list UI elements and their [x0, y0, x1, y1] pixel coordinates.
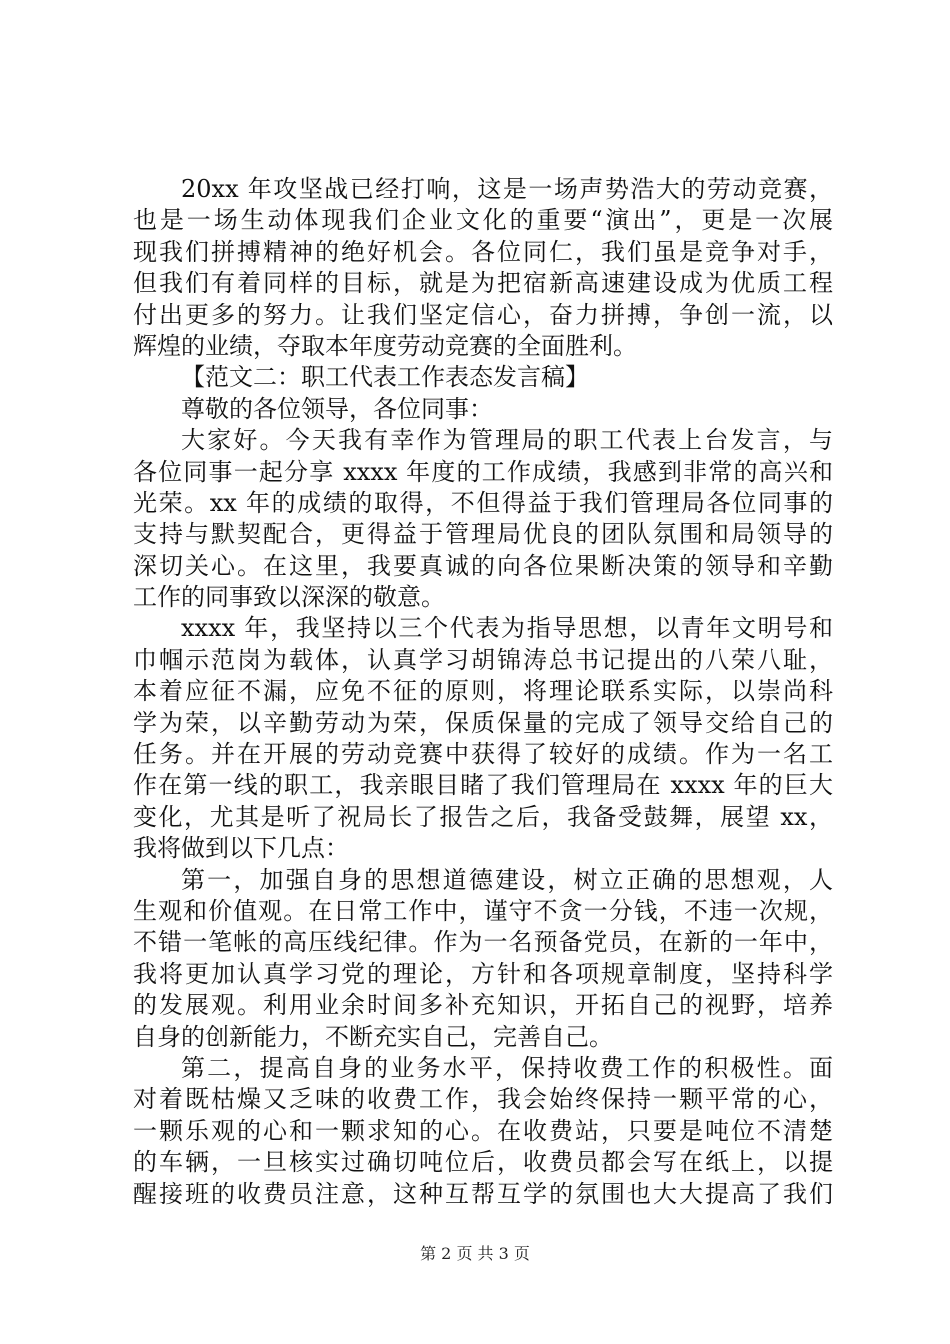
text-line: 付出更多的努力。让我们坚定信心，奋力拼搏，争创一流，以	[133, 300, 833, 329]
text-line: 本着应征不漏，应免不征的原则，将理论联系实际，以崇尚科	[133, 677, 833, 706]
text-line: 光荣。xx 年的成绩的取得，不但得益于我们管理局各位同事的	[133, 488, 833, 517]
text-line: 我将做到以下几点：	[133, 834, 349, 863]
text-line: 20xx 年攻坚战已经打响，这是一场声势浩大的劳动竞赛，	[181, 175, 833, 203]
text-line: 尊敬的各位领导，各位同事：	[181, 394, 493, 423]
text-line: 学为荣，以辛勤劳动为荣，保质保量的完成了领导交给自己的	[133, 708, 833, 737]
text-line: 工作的同事致以深深的敬意。	[133, 583, 445, 612]
text-line: 我将更加认真学习党的理论，方针和各项规章制度，坚持科学	[133, 959, 833, 988]
text-line: 醒接班的收费员注意，这种互帮互学的氛围也大大提高了我们	[133, 1179, 833, 1208]
text-line: xxxx 年，我坚持以三个代表为指导思想，以青年文明号和	[181, 614, 833, 643]
text-line: 变化，尤其是听了祝局长了报告之后，我备受鼓舞，展望 xx，	[133, 802, 833, 831]
text-line: 【范文二：职工代表工作表态发言稿】	[181, 363, 589, 392]
document-body	[133, 174, 833, 1210]
text-line: 第二，提高自身的业务水平，保持收费工作的积极性。面	[181, 1053, 833, 1082]
text-line: 作在第一线的职工，我亲眼目睹了我们管理局在 xxxx 年的巨大	[133, 771, 833, 800]
text-line: 辉煌的业绩，夺取本年度劳动竞赛的全面胜利。	[133, 331, 637, 360]
text-line: 一颗乐观的心和一颗求知的心。在收费站，只要是吨位不清楚	[133, 1116, 833, 1145]
text-line: 也是一场生动体现我们企业文化的重要“演出”，更是一次展	[133, 206, 833, 235]
text-line: 但我们有着同样的目标，就是为把宿新高速建设成为优质工程	[133, 269, 833, 298]
text-line: 巾帼示范岗为载体，认真学习胡锦涛总书记提出的八荣八耻，	[133, 645, 833, 674]
text-line: 各位同事一起分享 xxxx 年度的工作成绩，我感到非常的高兴和	[133, 457, 833, 486]
text-line: 任务。并在开展的劳动竞赛中获得了较好的成绩。作为一名工	[133, 740, 833, 769]
text-line: 现我们拼搏精神的绝好机会。各位同仁，我们虽是竞争对手，	[133, 237, 833, 266]
text-line: 的车辆，一旦核实过确切吨位后，收费员都会写在纸上，以提	[133, 1148, 833, 1177]
text-line: 第一，加强自身的思想道德建设，树立正确的思想观，人	[181, 865, 833, 894]
text-line: 支持与默契配合，更得益于管理局优良的团队氛围和局领导的	[133, 520, 833, 549]
text-line: 自身的创新能力，不断充实自己，完善自己。	[133, 1022, 613, 1051]
text-line: 生观和价值观。在日常工作中，谨守不贪一分钱，不违一次规，	[133, 896, 833, 925]
page-footer: 第 2 页 共 3 页	[420, 1244, 530, 1263]
text-line: 的发展观。利用业余时间多补充知识，开拓自己的视野，培养	[133, 991, 833, 1020]
text-line: 对着既枯燥又乏味的收费工作，我会始终保持一颗平常的心，	[133, 1085, 833, 1114]
text-line: 大家好。今天我有幸作为管理局的职工代表上台发言，与	[181, 426, 833, 455]
text-line: 深切关心。在这里，我要真诚的向各位果断决策的领导和辛勤	[133, 551, 833, 580]
text-line: 不错一笔帐的高压线纪律。作为一名预备党员，在新的一年中，	[133, 928, 833, 957]
